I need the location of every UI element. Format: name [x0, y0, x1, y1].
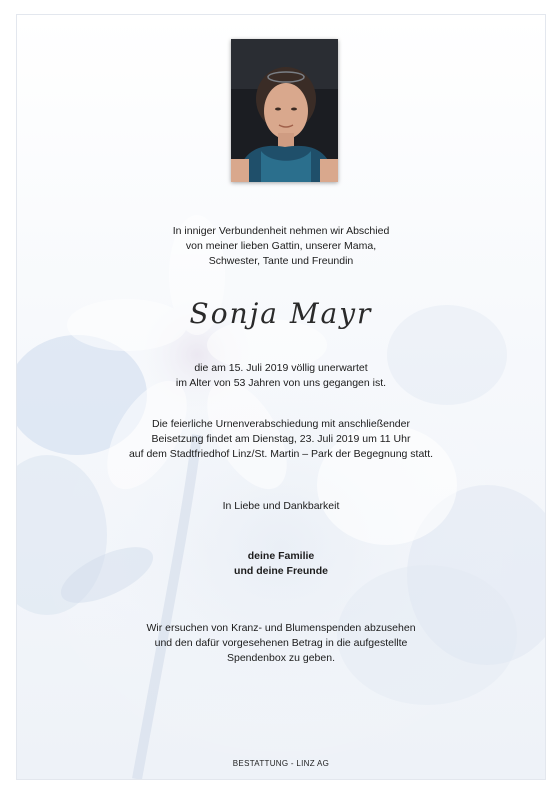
death-notice: [17, 361, 545, 391]
death-line: die am 15. Juli 2019 völlig unerwartet: [194, 362, 368, 374]
portrait-icon: [231, 39, 338, 182]
thanks-line: In Liebe und Dankbarkeit: [222, 500, 340, 512]
funeral-line: Beisetzung findet am Dienstag, 23. Juli 2019 um 11 Uhr: [151, 433, 411, 445]
family-signature: [17, 549, 545, 579]
obituary-card: [16, 14, 546, 780]
intro-line: Schwester, Tante und Freundin: [208, 255, 354, 267]
intro-line: In inniger Verbundenheit nehmen wir Abschied: [172, 225, 390, 237]
undertaker-footer: BESTATTUNG - LINZ AG: [232, 759, 330, 768]
family-line: deine Familie: [247, 550, 315, 562]
closing-thanks: [17, 499, 545, 514]
intro-text: [17, 224, 545, 269]
family-line: und deine Freunde: [234, 565, 328, 577]
funeral-line: auf dem Stadtfriedhof Linz/St. Martin – Park der Begegnung statt.: [128, 448, 434, 460]
funeral-line: Die feierliche Urnenverabschiedung mit anschließender: [152, 418, 410, 430]
request-line: Spendenbox zu geben.: [226, 652, 335, 664]
death-line: im Alter von 53 Jahren von uns gegangen ist.: [175, 377, 387, 389]
portrait-photo: [231, 39, 338, 182]
deceased-name: Sonja Mayr: [189, 297, 373, 330]
intro-line: von meiner lieben Gattin, unserer Mama,: [185, 240, 377, 252]
funeral-details: [17, 417, 545, 462]
donation-request: [17, 621, 545, 666]
request-line: Wir ersuchen von Kranz- und Blumenspenden abzusehen: [146, 622, 416, 634]
request-line: und den dafür vorgesehenen Betrag in die aufgestellte: [154, 637, 408, 649]
